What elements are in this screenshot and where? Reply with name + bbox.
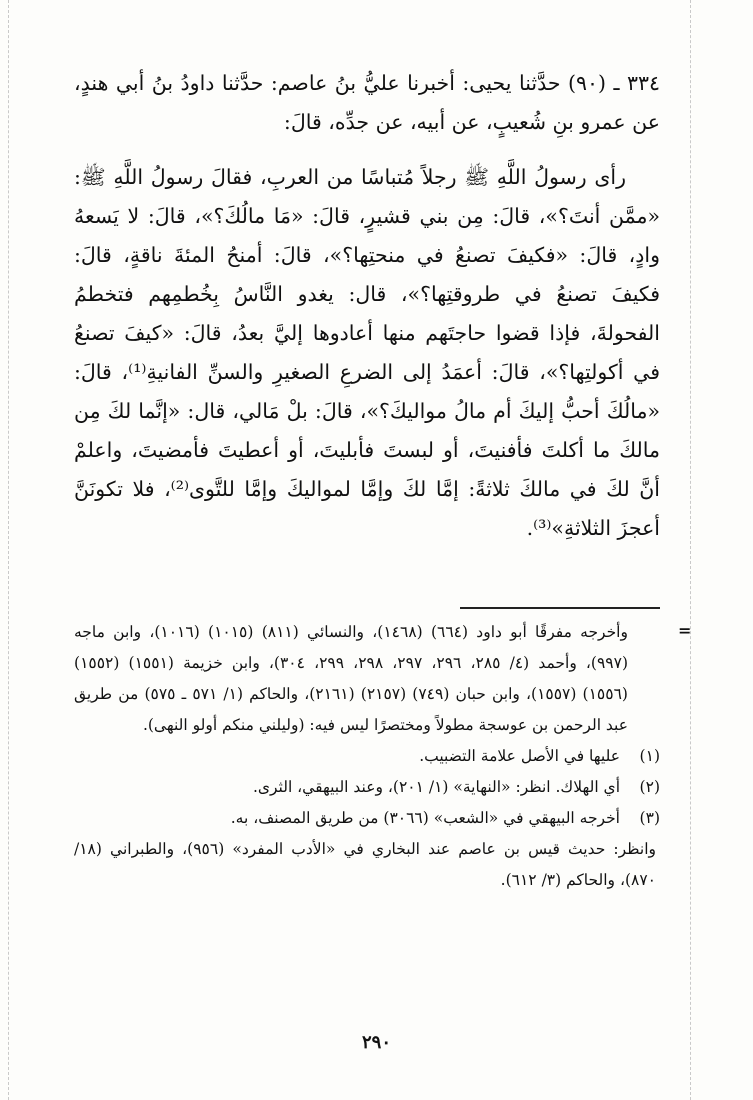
hadith-isnad: ٣٣٤ ـ (٩٠) حدَّثنا يحيى: أخبرنا عليُّ بنُ عاصم: حدَّثنا داودُ بنُ أبي هندٍ، عن عمرو بنِ شُعيبٍ، عن أبيه، عن جدِّه، قالَ: [74,71,660,134]
footnote-text: أي الهلاك. انظر: «النهاية» (١/ ٢٠١)، وعند البيهقي، الثرى. [252,778,620,796]
footnote-text: عليها في الأصل علامة التضبيب. [419,747,620,765]
hadith-matn: رأى رسولُ اللَّهِ ﷺ رجلاً مُتباسًا من العربِ، فقالَ رسولُ اللَّهِ ﷺ: «ممَّن أنتَ؟»، قالَ: مِن بني قشيرٍ، قالَ: «مَا مالُكَ؟»، قالَ: لا يَسعهُ وادٍ، قالَ: «فكيفَ تصنعُ في منحتِها؟»، قالَ: أمنحُ المئةَ ناقةٍ، قالَ: فكيفَ تصنعُ في طروقتِها؟»، قال: يغدو النَّاسُ بِخُطمِهم فتخطمُ الفحولةَ، فإذا قضوا حاجتَهم منها أعادوها إليَّ بعدُ، قالَ: «كيفَ تصنعُ في أكولتِها؟»، قالَ: أعمَدُ إلى الضرعِ الصغيرِ والسنِّ الفانيةِ⁽¹⁾، قالَ: «مالُكَ أحبُّ إليكَ أم مالُ مواليكَ؟»، قالَ: بلْ مَالي، قال: «إنَّما لكَ مِن مالكَ ما أكلتَ فأفنيتَ، أو لبستَ فأبليتَ، أو أعطيتَ فأمضيتَ، واعلمْ أنَّ لكَ في مالكَ ثلاثةً: إمَّا لكَ وإمَّا لمواليكَ وإمَّا للتَّوى⁽²⁾، فلا تكونَنَّ أعجزَ الثلاثةِ»⁽³⁾. [74,165,660,540]
footnote-number: (٢) [639,778,660,796]
margin-guide-left [8,0,9,1100]
footnote-2 [74,772,660,803]
margin-guide-right [690,0,691,1100]
footnote-1 [74,741,660,772]
footnote-number: (٣) [639,809,660,827]
footnote-continuation: وأخرجه مفرقًا أبو داود (٦٦٤) (١٤٦٨)، والنسائي (٨١١) (١٠١٥) (١٠١٦)، وابن ماجه (٩٩٧)، وأحمد (٤/ ٢٨٥، ٢٩٦، ٢٩٧، ٢٩٨، ٢٩٩، ٣٠٤)، وابن خزيمة (١٥٥١) (١٥٥٢) (١٥٥٦) (١٥٥٧)، وابن حبان (٧٤٩) (٢١٥٧) (٢١٦١)، والحاكم (١/ ٥٧١ ـ ٥٧٥) من طريق عبد الرحمن بن عوسجة مطولاً ومختصرًا ليس فيه: (وليلني منكم أولو النهى). [74,623,629,734]
footnote-number: (١) [639,747,660,765]
footnote-text: أخرجه البيهقي في «الشعب» (٣٠٦٦) من طريق المصنف، به. [230,809,620,827]
footnote-3 [74,803,660,834]
hadith-text [74,64,660,548]
footnote-3-continued: وانظر: حديث قيس بن عاصم عند البخاري في «الأدب المفرد» (٩٥٦)، والطبراني (١٨/ ٨٧٠)، والحاكم (٣/ ٦١٢). [74,840,656,889]
footnote-separator [74,607,660,609]
main-text-block [74,64,660,548]
page-number: ٢٩٠ [361,1032,391,1053]
footnotes [74,617,660,896]
footnote-continuation-mark: = [678,621,692,640]
